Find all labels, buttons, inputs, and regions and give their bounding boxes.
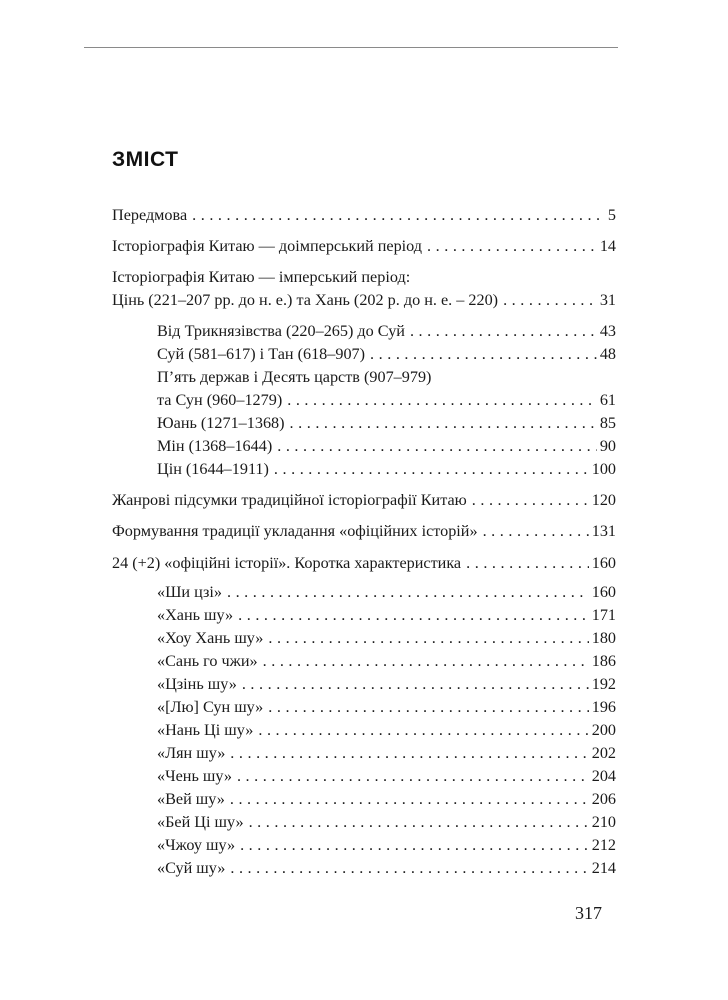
dot-leader [230, 856, 588, 880]
toc-entry-title: «Хань шу» [157, 606, 234, 624]
dot-leader [427, 234, 597, 258]
toc-entry-page: 48 [599, 345, 616, 363]
dot-leader [242, 672, 589, 696]
dot-leader [287, 388, 597, 412]
toc-entry-title: Формування традиції укладання «офіційних історій» [112, 522, 478, 540]
toc-entry-title: Цін (1644–1911) [157, 460, 269, 478]
toc-entry-title: «Нань Ці шу» [157, 721, 254, 739]
dot-leader [370, 342, 597, 366]
dot-leader [263, 649, 589, 673]
toc-entry-page: 206 [591, 790, 616, 808]
dot-leader [230, 741, 588, 765]
toc-entry-title: «[Лю] Сун шу» [157, 698, 264, 716]
toc-entry-page: 120 [591, 491, 616, 509]
toc-entry-title: «Бей Ці шу» [157, 813, 244, 831]
toc-entry-page: 31 [599, 291, 616, 309]
toc-entry-title: «Цзінь шу» [157, 675, 237, 693]
toc-entry-page: 160 [591, 554, 616, 572]
toc-entry-title: Жанрові підсумки традиційної історіографії Китаю [112, 491, 467, 509]
toc-entry-title: Історіографія Китаю — доімперський період [112, 237, 423, 255]
page-number: 317 [575, 903, 602, 923]
toc-entry-title: «Чжоу шу» [157, 836, 236, 854]
toc-entry[interactable] [157, 833, 616, 857]
toc-entry-title: Мін (1368–1644) [157, 437, 273, 455]
toc-entry[interactable] [157, 434, 616, 458]
toc-entry[interactable] [157, 411, 616, 435]
toc-entry[interactable] [112, 519, 616, 543]
dot-leader [290, 411, 597, 435]
toc-entry-page: 202 [591, 744, 616, 762]
toc-entry-title: 24 (+2) «офіційні історії». Коротка характеристика [112, 554, 462, 572]
toc-entry-title: «Сань го чжи» [157, 652, 258, 670]
toc-heading: ЗМІСТ [112, 148, 179, 171]
toc-entry[interactable] [157, 672, 616, 696]
toc-entry-page: 61 [599, 391, 616, 409]
dot-leader [410, 319, 597, 343]
toc-entry-page: 180 [591, 629, 616, 647]
dot-leader [268, 626, 588, 650]
toc-entry-title: Історіографія Китаю — імперський період: [112, 268, 411, 286]
toc-entry-page: 210 [591, 813, 616, 831]
dot-leader [249, 810, 589, 834]
toc-entry-page: 85 [599, 414, 616, 432]
toc-entry[interactable] [157, 365, 616, 389]
toc-entry-page: 14 [599, 237, 616, 255]
dot-leader [466, 551, 589, 575]
toc-entry-page: 5 [607, 206, 616, 224]
toc-entry[interactable] [112, 488, 616, 512]
toc-entry[interactable] [157, 741, 616, 765]
dot-leader [240, 833, 589, 857]
toc-entry-title: Від Трикнязівства (220–265) до Суй [157, 322, 405, 340]
toc-entry[interactable] [157, 342, 616, 366]
toc-entry[interactable] [157, 388, 616, 412]
toc-entry-page: 212 [591, 836, 616, 854]
toc-entry-title: «Лян шу» [157, 744, 226, 762]
toc-entry-page: 90 [599, 437, 616, 455]
dot-leader [238, 603, 589, 627]
dot-leader [227, 580, 589, 604]
toc-entry[interactable] [157, 695, 616, 719]
toc-entry-page: 131 [591, 522, 616, 540]
toc-entry-title: «Суй шу» [157, 859, 226, 877]
dot-leader [192, 203, 605, 227]
toc-entry-title: Передмова [112, 206, 188, 224]
toc-entry-title: Юань (1271–1368) [157, 414, 285, 432]
toc-entry-page: 204 [591, 767, 616, 785]
dot-leader [274, 457, 589, 481]
toc-entry[interactable] [157, 718, 616, 742]
toc-entry[interactable] [157, 319, 616, 343]
toc-entry[interactable] [112, 551, 616, 575]
table-of-contents [112, 0, 616, 1000]
toc-entry[interactable] [157, 810, 616, 834]
toc-entry-title: «Вей шу» [157, 790, 225, 808]
dot-leader [230, 787, 589, 811]
toc-entry-page: 160 [591, 583, 616, 601]
toc-entry-page: 200 [591, 721, 616, 739]
dot-leader [472, 488, 589, 512]
toc-entry-title: «Хоу Хань шу» [157, 629, 264, 647]
toc-entry-title: «Ши цзі» [157, 583, 222, 601]
dot-leader [277, 434, 597, 458]
toc-entry[interactable] [112, 234, 616, 258]
toc-entry[interactable] [112, 288, 616, 312]
toc-entry-title: «Чень шу» [157, 767, 232, 785]
toc-entry[interactable] [157, 580, 616, 604]
dot-leader [268, 695, 588, 719]
toc-entry-page: 186 [591, 652, 616, 670]
toc-entry-title: П’ять держав і Десять царств (907–979) [157, 368, 432, 386]
toc-entry[interactable] [157, 787, 616, 811]
toc-entry-page: 43 [599, 322, 616, 340]
toc-entry[interactable] [157, 649, 616, 673]
toc-entry[interactable] [157, 457, 616, 481]
toc-entry-page: 100 [591, 460, 616, 478]
toc-entry[interactable] [157, 856, 616, 880]
toc-entry[interactable] [112, 203, 616, 227]
toc-entry[interactable] [112, 265, 616, 289]
toc-entry[interactable] [157, 603, 616, 627]
toc-entry[interactable] [157, 764, 616, 788]
toc-entry-title: Цінь (221–207 рр. до н. е.) та Хань (202 р. до н. е. – 220) [112, 291, 499, 309]
toc-entry-page: 171 [591, 606, 616, 624]
dot-leader [503, 288, 597, 312]
toc-entry[interactable] [157, 626, 616, 650]
dot-leader [483, 519, 589, 543]
dot-leader [237, 764, 589, 788]
toc-entry-page: 192 [591, 675, 616, 693]
toc-entry-title: Суй (581–617) і Тан (618–907) [157, 345, 366, 363]
dot-leader [258, 718, 588, 742]
toc-entry-page: 196 [591, 698, 616, 716]
toc-entry-page: 214 [591, 859, 616, 877]
toc-entry-title: та Сун (960–1279) [157, 391, 283, 409]
